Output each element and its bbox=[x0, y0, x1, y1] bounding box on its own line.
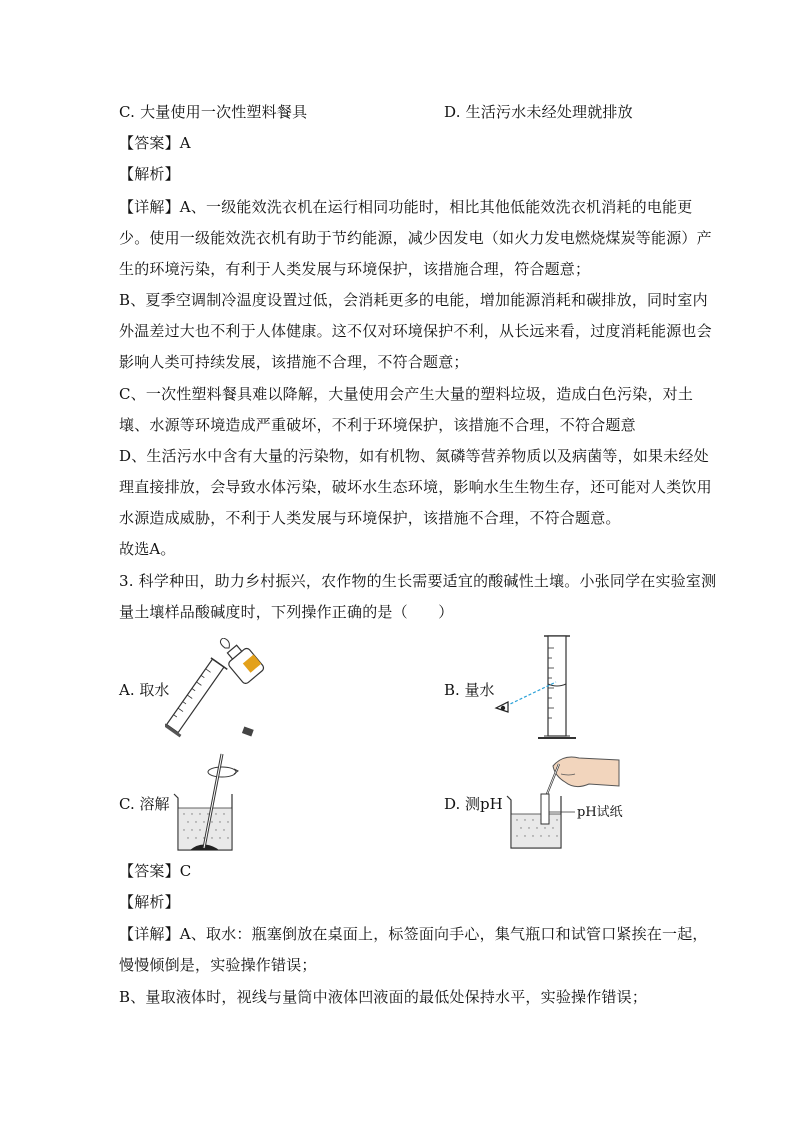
analysis-line: B、量取液体时，视线与量筒中液体凹液面的最低处保持水平，实验操作错误； bbox=[119, 988, 648, 1006]
beaker-icon bbox=[174, 794, 232, 850]
analysis-line: 理直接排放，会导致水体污染，破坏水生态环境，影响水生生物生存，还可能对人类饮用 bbox=[119, 478, 712, 496]
question-stem: 3. 科学种田，助力乡村振兴，农作物的生长需要适宜的酸碱性土壤。小张同学在实验室测 bbox=[119, 572, 717, 590]
analysis-line: 【详解】A、取水：瓶塞倒放在桌面上，标签面向手心，集气瓶口和试管口紧挨在一起， bbox=[119, 925, 708, 943]
analysis-line: 少。使用一级能效洗衣机有助于节约能源，减少因发电（如火力发电燃烧煤炭等能源）产 bbox=[119, 229, 712, 247]
analysis-title: 【解析】 bbox=[119, 165, 180, 183]
analysis-line: 【详解】A、一级能效洗衣机在运行相同功能时，相比其他低能效洗衣机消耗的电能更 bbox=[119, 198, 693, 216]
analysis-line: 生的环境污染，有利于人类发展与环境保护，该措施合理，符合题意； bbox=[119, 260, 591, 278]
analysis-line: 慢慢倾倒是，实验操作错误； bbox=[119, 956, 317, 974]
answer: 【答案】A bbox=[119, 134, 191, 152]
conclusion: 故选A。 bbox=[119, 540, 176, 558]
answer: 【答案】C bbox=[119, 862, 192, 880]
analysis-line: 壤、水源等环境造成严重破坏，不利于环境保护，该措施不合理，不符合题意 bbox=[119, 416, 636, 434]
eye-icon bbox=[496, 702, 508, 712]
option-c-label: C. 溶解 bbox=[119, 795, 170, 813]
rotation-arrow-icon bbox=[208, 767, 238, 777]
option-d-label: D. 测pH bbox=[444, 795, 503, 813]
ph-test-paper bbox=[541, 794, 549, 824]
question-stem: 量土壤样品酸碱度时，下列操作正确的是（ ） bbox=[119, 603, 454, 621]
analysis-line: 水源造成威胁，不利于人类发展与环境保护，该措施不合理，不符合题意。 bbox=[119, 509, 621, 527]
analysis-title: 【解析】 bbox=[119, 893, 180, 911]
option-a-figure bbox=[165, 638, 275, 748]
hand-icon bbox=[553, 757, 619, 787]
option-c-figure bbox=[170, 750, 240, 856]
beaker-icon bbox=[507, 796, 561, 848]
analysis-line: C、一次性塑料餐具难以降解，大量使用会产生大量的塑料垃圾，造成白色污染，对土 bbox=[119, 385, 694, 403]
stopper-icon bbox=[242, 726, 254, 736]
graduated-cylinder-icon bbox=[165, 657, 227, 738]
option-a-label: A. 取水 bbox=[119, 681, 170, 699]
option-c: C. 大量使用一次性塑料餐具 bbox=[119, 103, 308, 121]
analysis-line: B、夏季空调制冷温度设置过低，会消耗更多的电能，增加能源消耗和碳排放，同时室内 bbox=[119, 291, 708, 309]
option-d-figure bbox=[505, 752, 645, 852]
option-d: D. 生活污水未经处理就排放 bbox=[444, 103, 633, 121]
ph-paper-label: pH试纸 bbox=[577, 805, 623, 820]
analysis-line: D、生活污水中含有大量的污染物，如有机物、氮磷等营养物质以及病菌等，如果未经处 bbox=[119, 447, 709, 465]
option-b-figure bbox=[490, 632, 590, 747]
analysis-line: 外温差过大也不利于人体健康。这不仅对环境保护不利，从长远来看，过度消耗能源也会 bbox=[119, 322, 712, 340]
graduated-cylinder-icon bbox=[538, 636, 576, 738]
reagent-bottle-icon bbox=[220, 638, 265, 685]
analysis-line: 影响人类可持续发展，该措施不合理，不符合题意； bbox=[119, 353, 469, 371]
option-b-label: B. 量水 bbox=[444, 681, 495, 699]
